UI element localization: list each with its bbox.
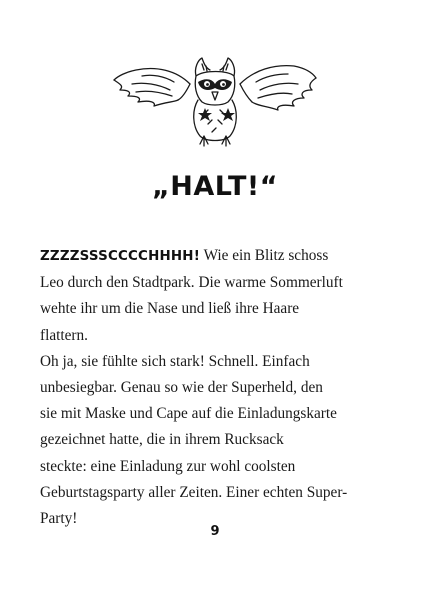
- text-line: Geburtstagsparty aller Zeiten. Einer echten Super-: [40, 483, 348, 501]
- chapter-title: „HALT!“: [152, 171, 278, 202]
- text-line: [40, 243, 412, 270]
- text-line: Oh ja, sie fühlte sich stark! Schnell. Einfach: [40, 352, 310, 370]
- text-line: sie mit Maske und Cape auf die Einladungskarte: [40, 405, 337, 423]
- text-line: gezeichnet hatte, die in ihrem Rucksack: [40, 431, 284, 449]
- text-line: flattern.: [40, 326, 88, 344]
- text-line: steckte: eine Einladung zur wohl coolsten: [40, 457, 296, 475]
- sound-effect-text: ZZZZSSSCCCCHHHH!: [40, 249, 201, 264]
- text-line: unbesiegbar. Genau so wie der Superheld, den: [40, 379, 323, 397]
- text-line: Party!: [40, 510, 78, 528]
- owl-illustration-icon: [112, 40, 318, 152]
- body-text: [40, 243, 412, 532]
- page-number: 9: [210, 524, 220, 539]
- text-line: wehte ihr um die Nase und ließ ihre Haare: [40, 300, 300, 318]
- text-line: Leo durch den Stadtpark. Die warme Sommerluft: [40, 274, 343, 292]
- text-fragment: Wie ein Blitz schoss: [200, 247, 329, 264]
